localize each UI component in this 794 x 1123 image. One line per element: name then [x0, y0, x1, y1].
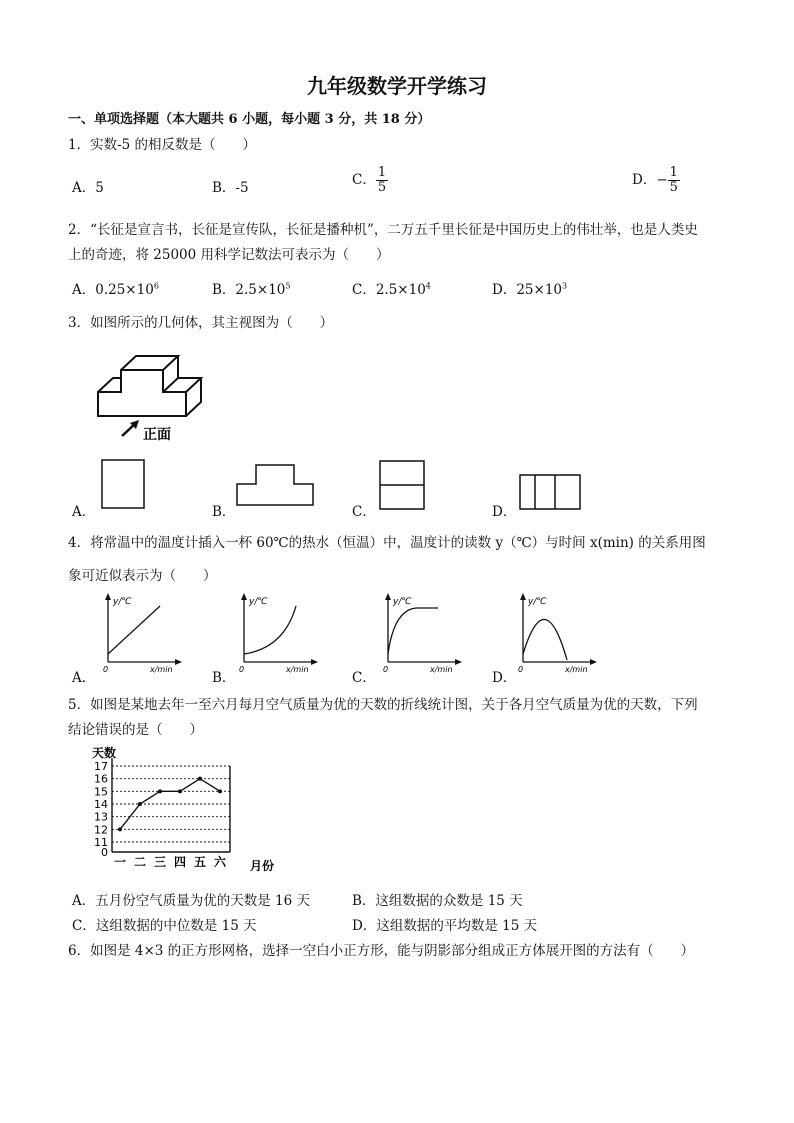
y-tick-label: 11	[94, 836, 108, 849]
q4-stem-line2: 象可近似表示为（ ）	[68, 568, 217, 584]
q1-option-c[interactable]	[352, 166, 388, 195]
minus-sign: −	[656, 172, 668, 188]
q5-option-b[interactable]: B．这组数据的众数是 15 天	[352, 893, 523, 909]
data-point	[138, 802, 142, 806]
q5-line-chart	[70, 744, 290, 876]
x-axis-label: x/min	[286, 665, 309, 674]
q4-option-d-label[interactable]: D．	[492, 670, 517, 686]
fraction	[668, 166, 680, 195]
q3-option-c-shape[interactable]	[377, 458, 427, 512]
front-view-label: 正面	[143, 427, 171, 443]
data-point	[198, 777, 202, 781]
q4-option-b-graph[interactable]	[236, 592, 318, 674]
y-axis-label: y/℃	[528, 597, 547, 607]
data-point	[218, 789, 222, 793]
q2-option-b-base: B．2.5×10	[212, 282, 286, 298]
y-tick-label: 17	[94, 760, 108, 773]
q2-option-d[interactable]	[492, 278, 567, 298]
q3-option-c-label[interactable]: C．	[352, 504, 376, 520]
q1-option-d-prefix: D．	[632, 172, 657, 188]
x-tick-label: 二	[133, 855, 147, 869]
q3-solid-figure	[92, 348, 212, 444]
fraction-denominator: 5	[669, 180, 678, 195]
q3-option-a-shape[interactable]	[100, 458, 148, 512]
y-tick-label: 12	[94, 823, 108, 837]
x-tick-label: 四	[173, 855, 187, 869]
chart-x-axis-label: 月份	[250, 859, 275, 873]
q3-option-d-label[interactable]: D．	[492, 504, 517, 520]
q6-stem: 6．如图是 4×3 的正方形网格，选择一空白小正方形，能与阴影部分组成正方体展开图的方法有（ ）	[68, 943, 695, 959]
exponent: 4	[425, 281, 431, 291]
y-axis-label: y/℃	[113, 597, 132, 607]
page-title: 九年级数学开学练习	[307, 74, 487, 98]
q2-option-c-base: C．2.5×10	[352, 282, 426, 298]
q5-option-d[interactable]: D．这组数据的平均数是 15 天	[352, 918, 538, 934]
q1-stem: 1．实数-5 的相反数是（ ）	[68, 137, 257, 153]
fraction-denominator: 5	[377, 180, 387, 195]
section-heading: 一、单项选择题（本大题共 6 小题，每小题 3 分，共 18 分）	[68, 112, 431, 127]
data-point	[178, 789, 182, 793]
q4-option-d-graph[interactable]	[515, 592, 597, 674]
q1-option-a[interactable]: A．5	[72, 180, 104, 196]
q3-option-a-label[interactable]: A．	[72, 504, 96, 520]
q2-stem-line1: 2．“长征是宣言书，长征是宣传队，长征是播种机”，二万五千里长征是中国历史上的伟壮举，也是人类史	[68, 222, 698, 238]
fraction	[376, 166, 388, 195]
origin-label: 0	[383, 665, 389, 674]
y-tick-label: 14	[94, 798, 108, 811]
q4-option-a-label[interactable]: A．	[72, 670, 96, 686]
x-axis-label: x/min	[430, 665, 453, 674]
q2-option-d-base: D．25×10	[492, 282, 562, 298]
x-axis-label: x/min	[565, 665, 588, 674]
y-axis-label: y/℃	[249, 597, 268, 607]
y-axis-label: y/℃	[393, 597, 412, 607]
q4-option-a-graph[interactable]	[100, 592, 182, 674]
x-tick-label: 五	[193, 855, 207, 869]
q3-stem: 3．如图所示的几何体，其主视图为（ ）	[68, 315, 334, 331]
q5-option-c[interactable]: C．这组数据的中位数是 15 天	[72, 918, 257, 934]
q1-option-b[interactable]: B．-5	[212, 180, 249, 196]
q5-stem-line1: 5．如图是某地去年一至六月每月空气质量为优的天数的折线统计图，关于各月空气质量为优的天数，下列	[68, 697, 698, 713]
fraction-numerator: 1	[377, 165, 387, 180]
q1-option-c-prefix: C．	[352, 172, 376, 188]
y-tick-label: 13	[94, 810, 108, 824]
q2-option-b[interactable]	[212, 278, 290, 298]
q1-option-d[interactable]	[632, 166, 680, 195]
y-tick-label: 0	[101, 846, 108, 859]
origin-label: 0	[239, 665, 245, 674]
q4-option-c-graph[interactable]	[380, 592, 462, 674]
q2-option-a[interactable]	[72, 278, 159, 298]
y-tick-label: 15	[94, 785, 108, 799]
q2-option-c[interactable]	[352, 278, 431, 298]
exponent: 5	[285, 281, 291, 291]
q2-stem-line2: 上的奇迹，将 25000 用科学记数法可表示为（ ）	[68, 247, 390, 263]
fraction-numerator: 1	[669, 165, 678, 180]
q5-stem-line2: 结论错误的是（ ）	[68, 722, 203, 738]
y-tick-label: 16	[94, 772, 108, 786]
q4-option-c-label[interactable]: C．	[352, 670, 376, 686]
x-tick-label: 一	[113, 855, 127, 869]
q5-option-a[interactable]: A．五月份空气质量为优的天数是 16 天	[72, 893, 311, 909]
q3-option-b-shape[interactable]	[234, 462, 316, 508]
data-point	[158, 789, 162, 793]
exponent: 3	[562, 281, 568, 291]
origin-label: 0	[103, 665, 109, 674]
exponent: 6	[153, 281, 159, 291]
chart-y-axis-label: 天数	[92, 746, 117, 760]
q2-option-a-base: A．0.25×10	[72, 282, 154, 298]
x-axis-label: x/min	[150, 665, 173, 674]
q4-option-b-label[interactable]: B．	[212, 670, 236, 686]
data-point	[118, 827, 122, 831]
x-tick-label: 三	[153, 855, 167, 869]
q3-option-b-label[interactable]: B．	[212, 504, 236, 520]
origin-label: 0	[518, 665, 524, 674]
x-tick-label: 六	[213, 855, 227, 869]
q3-option-d-shape[interactable]	[517, 472, 583, 512]
q4-stem-line1: 4．将常温中的温度计插入一杯 60℃的热水（恒温）中，温度计的读数 y（℃）与时间 x(min) 的关系用图	[68, 535, 706, 551]
